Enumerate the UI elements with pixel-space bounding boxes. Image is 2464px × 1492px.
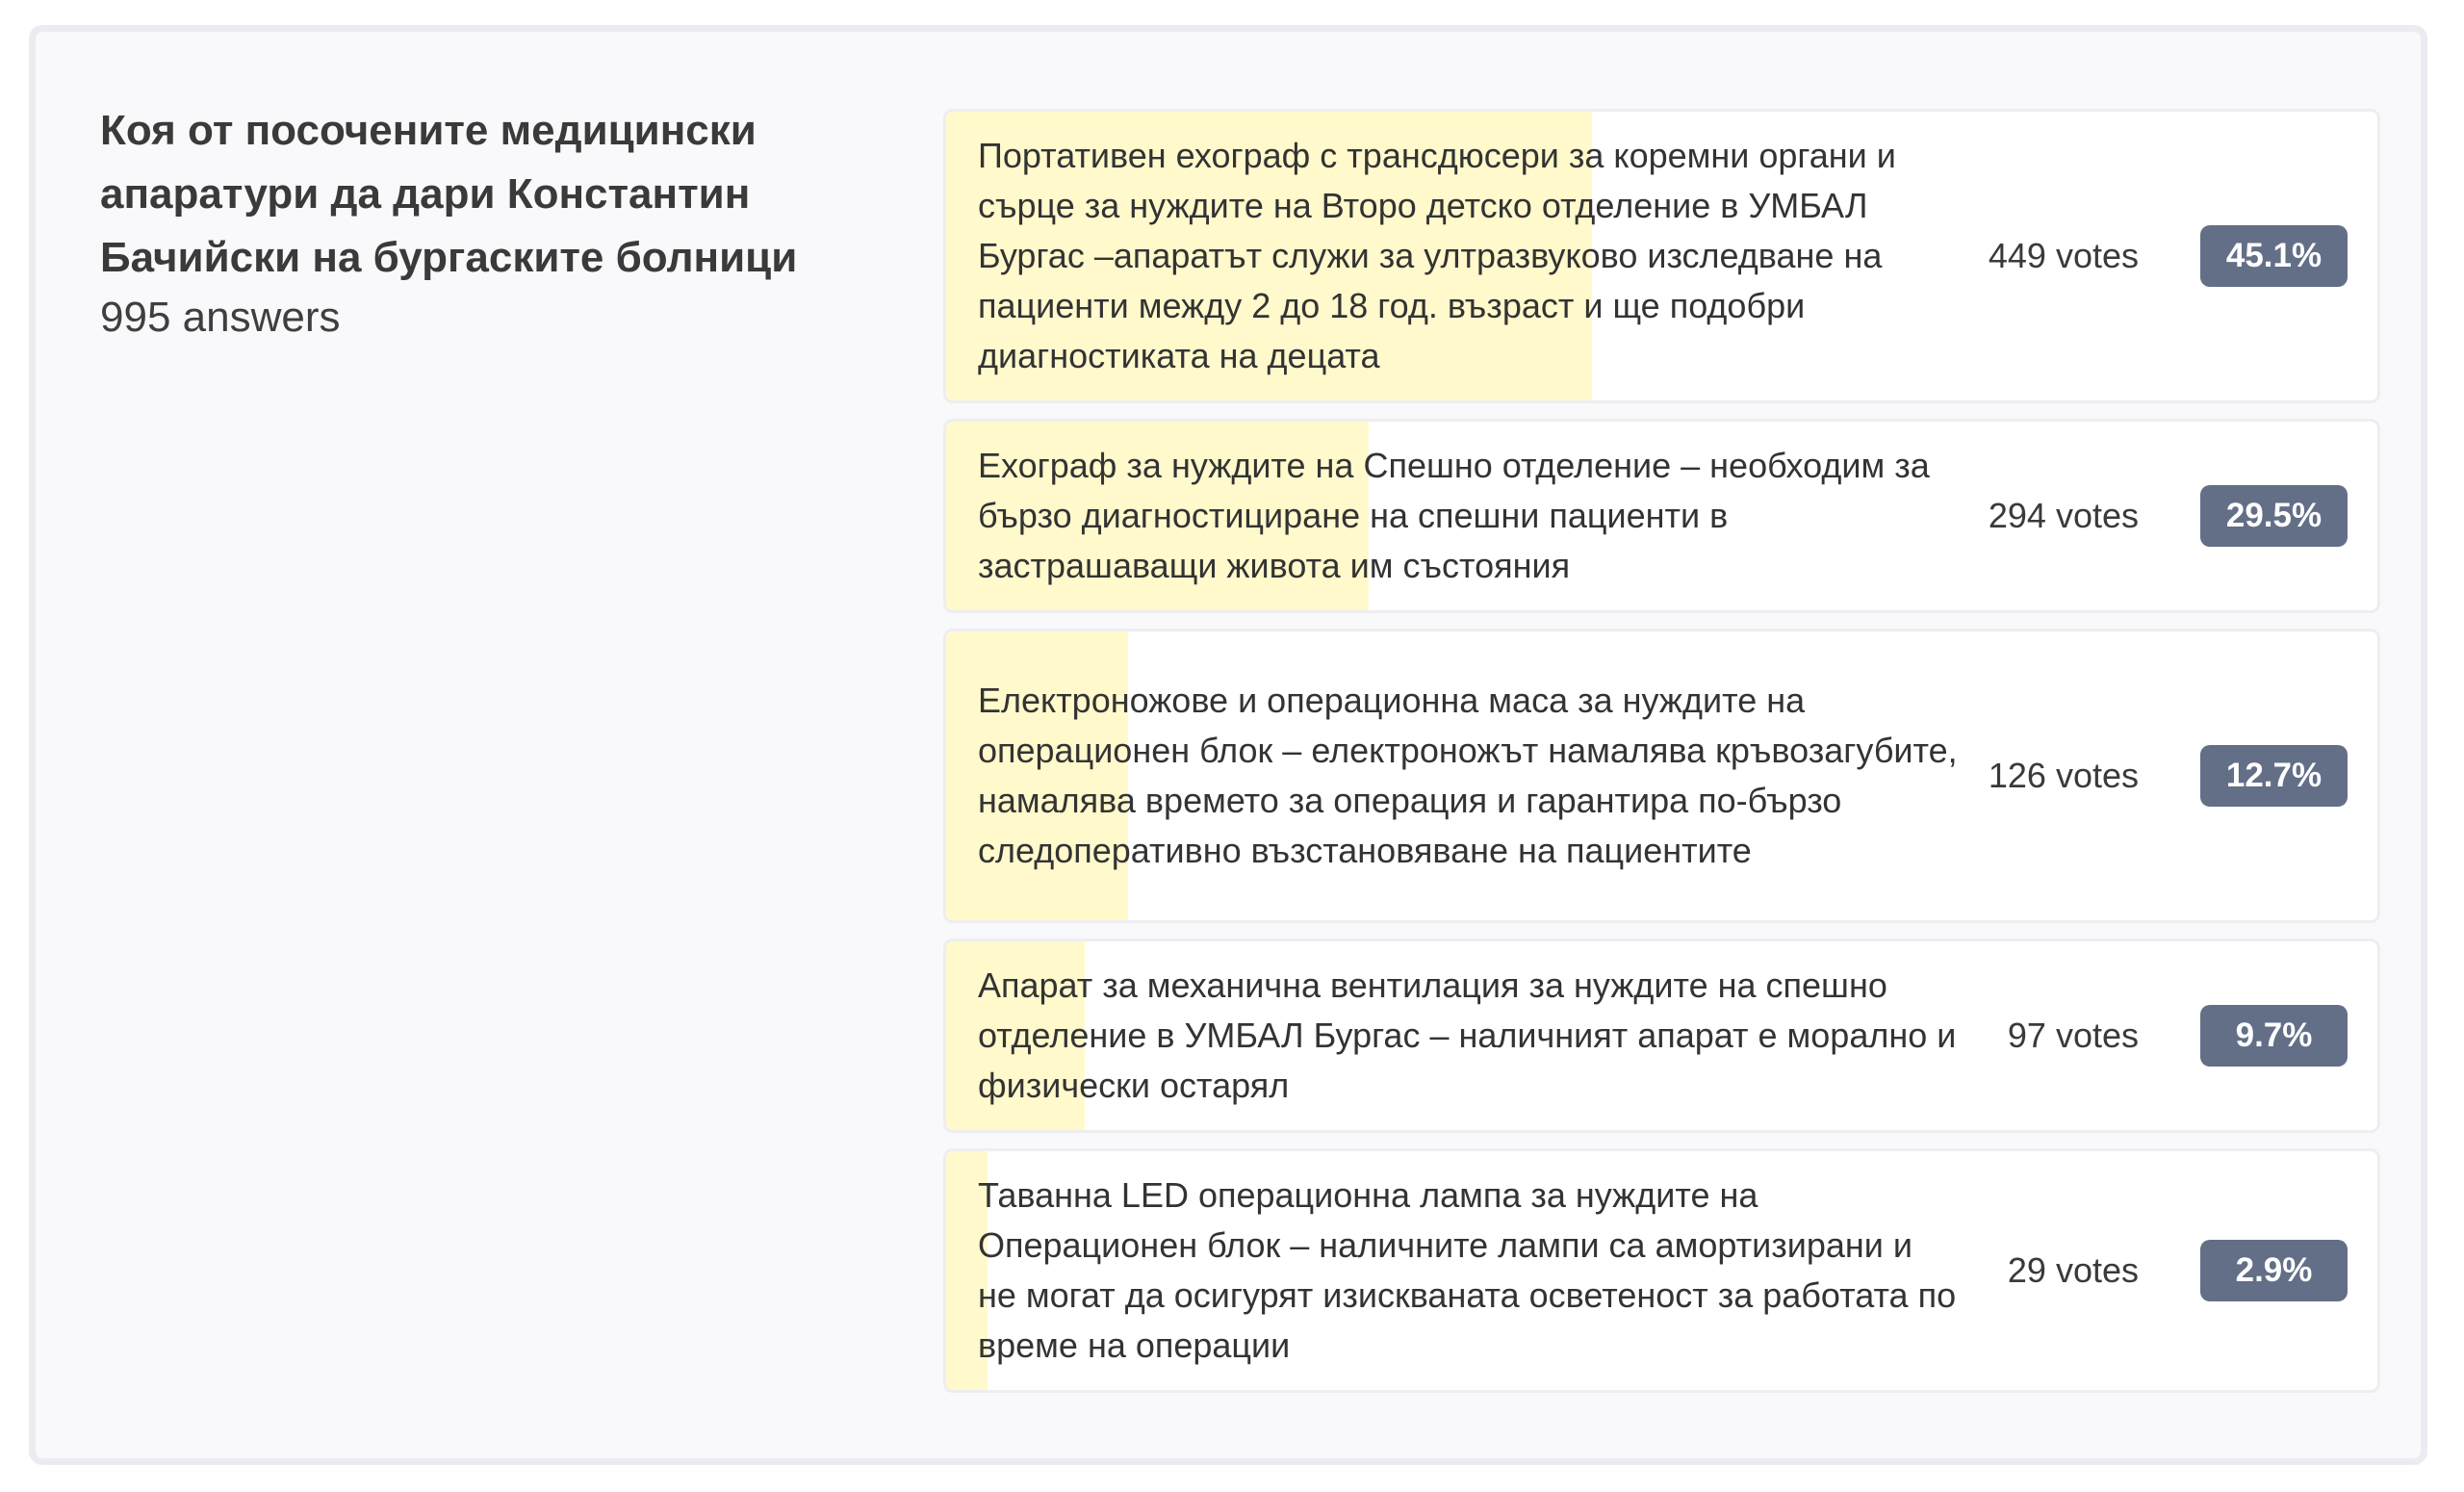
poll-option[interactable] <box>943 109 2380 403</box>
percent-badge: 29.5% <box>2200 485 2348 547</box>
percent-badge: 45.1% <box>2200 225 2348 287</box>
poll-option[interactable] <box>943 939 2380 1133</box>
option-label: Портативен ехограф с трансдюсери за коремни органи и сърце за нуждите на Второ детско отделение в УМБАЛ Бургас –апаратът служи за ултразвуково изследване на пациенти между 2 до 18 год. възраст и ще подобри диагностиката на децата <box>978 136 1896 375</box>
vote-count: 97 votes <box>2007 1016 2139 1055</box>
answers-count: 995 answers <box>100 294 341 341</box>
poll-question: Коя от посочените медицински апаратури да дари Константин Бачийски на бургаските болници <box>100 107 798 281</box>
option-label: Апарат за механична вентилация за нуждите на спешно отделение в УМБАЛ Бургас – наличният апарат е морално и физически остарял <box>978 965 1957 1105</box>
option-label: Таванна LED операционна лампа за нуждите на Операционен блок – наличните лампи са амортизирани и не могат да осигурят изискваната осветеност за работата по време на операции <box>978 1175 1957 1365</box>
percent-badge: 2.9% <box>2200 1240 2348 1301</box>
vote-count: 126 votes <box>1988 756 2139 795</box>
option-label: Електроножове и операционна маса за нуждите на операционен блок – електроножът намалява кръвозагубите, намалява времето за операция и гарантира по-бързо следоперативно възстановяване на пациентите <box>978 681 1958 870</box>
poll-option[interactable] <box>943 629 2380 923</box>
vote-count: 449 votes <box>1988 236 2139 275</box>
poll-option[interactable] <box>943 419 2380 613</box>
poll-option[interactable] <box>943 1148 2380 1393</box>
option-label: Ехограф за нуждите на Спешно отделение – необходим за бързо диагностициране на спешни пациенти в застрашаващи живота им състояния <box>978 446 1930 585</box>
percent-badge: 12.7% <box>2200 745 2348 807</box>
vote-count: 294 votes <box>1988 496 2139 535</box>
vote-count: 29 votes <box>2007 1250 2139 1290</box>
poll-options <box>943 109 2380 1408</box>
percent-badge: 9.7% <box>2200 1005 2348 1067</box>
poll-card <box>29 25 2427 1465</box>
